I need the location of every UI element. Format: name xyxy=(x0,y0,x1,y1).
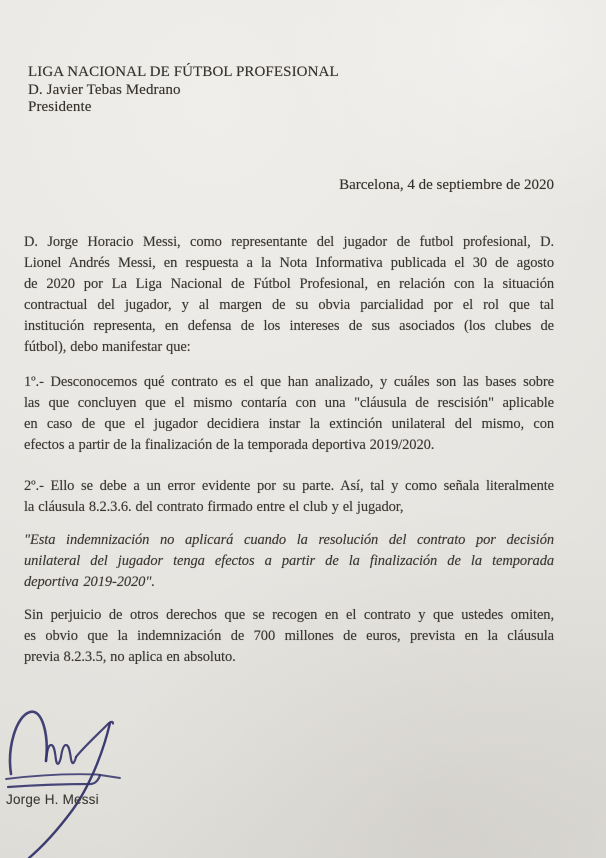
intro-line: institución representa, en defensa de los intereses de sus asociados (los clubes de xyxy=(24,318,554,334)
paragraph-closing xyxy=(24,605,554,668)
point1-line: efectos a partir de la finalización de la temporada deportiva 2019/2020. xyxy=(24,437,435,453)
point1-line: 1º.- Desconocemos qué contrato es el que han analizado, y cuáles son las bases sobre xyxy=(24,374,554,390)
intro-line: fútbol), debo manifestar que: xyxy=(24,339,191,355)
quote-line: deportiva 2019-2020". xyxy=(24,574,155,590)
closing-line: Sin perjuicio de otros derechos que se recogen en el contrato y que ustedes omiten, xyxy=(24,607,554,623)
paragraph-point1 xyxy=(24,372,554,456)
paragraph-intro xyxy=(24,232,554,358)
recipient-title: Presidente xyxy=(28,99,92,115)
quote-line: unilateral del jugador tenga efectos a partir de la finalización de la temporada xyxy=(24,553,554,569)
point1-line: en caso de que el jugador decidiera instar la extinción unilateral del mismo, con xyxy=(24,416,554,432)
recipient-name: D. Javier Tebas Medrano xyxy=(28,81,181,98)
point1-line: las que concluyen que el mismo contaría con una "cláusula de rescisión" aplicable xyxy=(24,395,554,411)
closing-line: es obvio que la indemnización de 700 millones de euros, prevista en la cláusula xyxy=(24,628,554,644)
quote-line: "Esta indemnización no aplicará cuando la resolución del contrato por decisión xyxy=(24,532,554,548)
point2-line: 2º.- Ello se debe a un error evidente por su parte. Así, tal y como señala literalmente xyxy=(24,478,554,494)
intro-line: de 2020 por La Liga Nacional de Fútbol Profesional, en relación con la situación xyxy=(24,276,554,292)
intro-line: D. Jorge Horacio Messi, como representante del jugador de futbol profesional, D. xyxy=(24,234,554,250)
point2-line: la cláusula 8.2.3.6. del contrato firmado entre el club y el jugador, xyxy=(24,499,404,515)
paragraph-point2 xyxy=(24,476,554,518)
recipient-block xyxy=(28,64,339,117)
intro-line: Lionel Andrés Messi, en respuesta a la Nota Informativa publicada el 30 de agosto xyxy=(24,255,554,271)
dateline: Barcelona, 4 de septiembre de 2020 xyxy=(339,177,554,193)
closing-line: previa 8.2.3.5, no aplica en absoluto. xyxy=(24,649,236,665)
intro-line: contractual del jugador, y al margen de su obvia parcialidad por el rol que tal xyxy=(24,297,554,313)
signer-name: Jorge H. Messi xyxy=(6,792,99,807)
recipient-organization: LIGA NACIONAL DE FÚTBOL PROFESIONAL xyxy=(28,64,339,80)
paragraph-contract-quote xyxy=(24,530,554,593)
handwritten-signature-ink xyxy=(0,700,190,858)
